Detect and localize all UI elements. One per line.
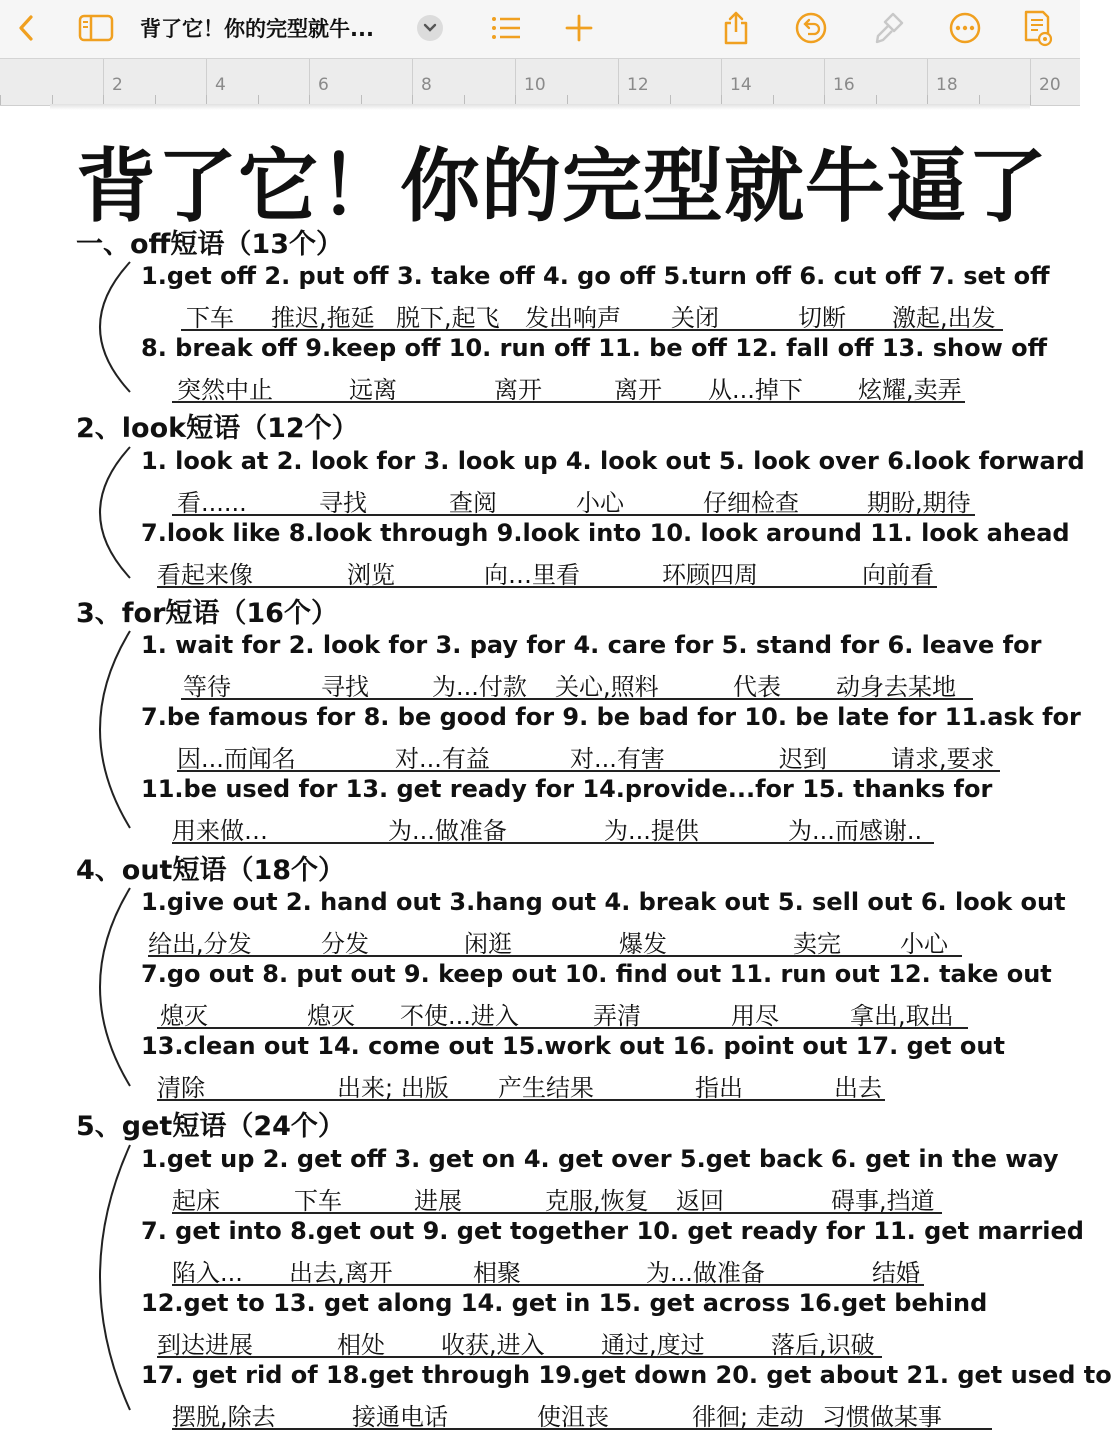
translation-item: 寻找 — [319, 489, 367, 517]
ruler-number: 10 — [524, 75, 546, 95]
translation-line — [172, 1397, 992, 1430]
translation-line — [157, 1068, 885, 1101]
list-icon — [490, 15, 522, 41]
undo-icon — [794, 11, 828, 45]
phrase-line: 13.clean out 14. come out 15.work out 16. point out 17. get out — [141, 1032, 1005, 1060]
translation-item: 分发 — [321, 930, 369, 958]
more-button[interactable] — [946, 8, 984, 48]
translation-item: 为...做准备 — [388, 817, 507, 845]
document-headline: 背了它！你的完型就牛逼了 — [76, 140, 1048, 233]
translation-item: 结婚 — [872, 1259, 920, 1287]
translation-item: 拿出,取出 — [850, 1002, 954, 1030]
sidebar-icon — [78, 14, 114, 42]
ruler-tick — [1030, 95, 1031, 105]
translation-item: 为...做准备 — [646, 1259, 765, 1287]
section-heading: 4、out短语（18个） — [76, 855, 346, 886]
phrase-line: 1. look at 2. look for 3. look up 4. look out 5. look over 6.look forward — [141, 447, 1085, 475]
translation-item: 相处 — [337, 1331, 385, 1359]
ruler[interactable] — [0, 58, 1080, 106]
phrase-line: 12.get to 13. get along 14. get in 15. get across 16.get behind — [141, 1289, 988, 1317]
translation-item: 脱下,起飞 — [396, 304, 500, 332]
translation-item: 因...而闻名 — [177, 745, 296, 773]
translation-item: 请求,要求 — [891, 745, 995, 773]
phrase-line: 1.give out 2. hand out 3.hang out 4. break out 5. sell out 6. look out — [141, 888, 1066, 916]
translation-item: 看起来像 — [157, 561, 253, 589]
document-setup-button[interactable] — [1018, 8, 1056, 48]
phrase-line: 11.be used for 13. get ready for 14.provide...for 15. thanks for — [141, 775, 993, 803]
translation-item: 小心 — [576, 489, 624, 517]
translation-item: 爆发 — [619, 930, 667, 958]
translation-item: 相聚 — [473, 1259, 521, 1287]
translation-item: 向前看 — [862, 561, 934, 589]
section-heading: 3、for短语（16个） — [76, 598, 338, 629]
phrase-line: 17. get rid of 18.get through 19.get down 20. get about 21. get used to — [141, 1361, 1112, 1389]
translation-item: 用来做… — [172, 817, 268, 845]
translation-item: 使沮丧 — [537, 1403, 609, 1431]
translation-item: 对...有益 — [395, 745, 490, 773]
translation-item: 发出响声 — [525, 304, 621, 332]
translation-item: 指出 — [695, 1074, 743, 1102]
translation-item: 看...... — [177, 489, 247, 517]
translation-item: 产生结果 — [498, 1074, 594, 1102]
translation-item: 摆脱,除去 — [172, 1403, 276, 1431]
translation-item: 向…里看 — [484, 561, 580, 589]
translation-line — [181, 667, 973, 700]
title-menu-button[interactable] — [417, 15, 443, 41]
toolbar — [0, 0, 1080, 58]
translation-item: 寻找 — [321, 673, 369, 701]
chevron-down-icon — [423, 23, 437, 33]
translation-line — [177, 739, 1000, 772]
translation-item: 熄灭 — [160, 1002, 208, 1030]
translation-item: 离开 — [494, 376, 542, 404]
translation-item: 为...提供 — [604, 817, 699, 845]
ruler-number: 4 — [215, 75, 226, 95]
chevron-left-icon — [17, 14, 35, 42]
translation-item: 查阅 — [449, 489, 497, 517]
ellipsis-icon — [948, 11, 982, 45]
translation-line — [172, 370, 965, 403]
translation-item: 给出,分发 — [148, 930, 252, 958]
ruler-number: 6 — [318, 75, 329, 95]
translation-item: 期盼,期待 — [867, 489, 971, 517]
translation-line — [157, 1325, 882, 1358]
back-button[interactable] — [10, 8, 42, 48]
translation-item: 迟到 — [779, 745, 827, 773]
phrase-line: 7.look like 8.look through 9.look into 10. look around 11. look ahead — [141, 519, 1070, 547]
translation-item: 从...掉下 — [708, 376, 803, 404]
translation-item: 对...有害 — [570, 745, 665, 773]
translation-item: 徘徊; 走动 — [692, 1403, 804, 1431]
translation-item: 等待 — [183, 673, 231, 701]
translation-item: 为...而感谢.. — [788, 817, 923, 845]
phrase-line: 7.go out 8. put out 9. keep out 10. find out 11. run out 12. take out — [141, 960, 1052, 988]
section-heading: 一、off短语（13个） — [76, 229, 343, 260]
section-heading: 2、look短语（12个） — [76, 413, 359, 444]
translation-item: 弄清 — [593, 1002, 641, 1030]
translation-item: 清除 — [157, 1074, 205, 1102]
ruler-number: 2 — [112, 75, 123, 95]
translation-item: 闲逛 — [464, 930, 512, 958]
translation-item: 推迟,拖延 — [271, 304, 375, 332]
translation-item: 炫耀,卖弄 — [858, 376, 962, 404]
phrase-line: 7. get into 8.get out 9. get together 10. get ready for 11. get married — [141, 1217, 1084, 1245]
translation-line — [157, 555, 937, 588]
sidebar-button[interactable] — [76, 8, 116, 48]
translation-item: 接通电话 — [352, 1403, 448, 1431]
document-title[interactable]: 背了它！你的完型就牛... — [140, 17, 374, 41]
share-button[interactable] — [718, 8, 754, 48]
translation-item: 碍事,挡道 — [831, 1187, 935, 1215]
translation-line — [172, 1253, 924, 1286]
bracket-arc — [84, 886, 136, 1088]
ruler-number: 12 — [627, 75, 649, 95]
translation-item: 关闭 — [671, 304, 719, 332]
translation-line — [172, 483, 975, 516]
phrase-line: 7.be famous for 8. be good for 9. be bad for 10. be late for 11.ask for — [141, 703, 1081, 731]
translation-item: 卖完 — [793, 930, 841, 958]
translation-item: 出去,离开 — [289, 1259, 393, 1287]
share-icon — [722, 10, 750, 46]
translation-item: 陷入... — [172, 1259, 243, 1287]
translation-item: 收获,进入 — [441, 1331, 545, 1359]
translation-item: 用尽 — [731, 1002, 779, 1030]
translation-item: 返回 — [676, 1187, 724, 1215]
bracket-arc — [84, 445, 136, 580]
translation-item: 通过,度过 — [601, 1331, 705, 1359]
translation-line — [181, 298, 1003, 331]
translation-item: 小心 — [900, 930, 948, 958]
ruler-number: 20 — [1039, 75, 1061, 95]
translation-item: 仔细检查 — [703, 489, 799, 517]
phrase-line: 1.get up 2. get off 3. get on 4. get over 5.get back 6. get in the way — [141, 1145, 1059, 1173]
translation-item: 习惯做某事 — [822, 1403, 942, 1431]
translation-line — [157, 996, 968, 1029]
translation-item: 代表 — [733, 673, 781, 701]
translation-item: 浏览 — [347, 561, 395, 589]
ruler-number: 8 — [421, 75, 432, 95]
translation-item: 出来; 出版 — [337, 1074, 449, 1102]
translation-item: 环顾四周 — [662, 561, 758, 589]
translation-item: 离开 — [614, 376, 662, 404]
translation-item: 动身去某地 — [836, 673, 956, 701]
add-button[interactable] — [562, 8, 596, 48]
translation-item: 克服,恢复 — [545, 1187, 649, 1215]
translation-item: 突然中止 — [177, 376, 273, 404]
format-button[interactable] — [870, 8, 908, 48]
phrase-line: 1. wait for 2. look for 3. pay for 4. care for 5. stand for 6. leave for — [141, 631, 1042, 659]
undo-button[interactable] — [792, 8, 830, 48]
ruler-tick — [0, 95, 1, 105]
bracket-arc — [84, 1143, 136, 1412]
translation-item: 为...付款 — [432, 673, 527, 701]
translation-item: 不使...进入 — [400, 1002, 519, 1030]
translation-line — [172, 1181, 942, 1214]
translation-item: 激起,出发 — [892, 304, 996, 332]
phrase-line: 8. break off 9.keep off 10. run off 11. be off 12. fall off 13. show off — [141, 334, 1048, 362]
ruler-number: 18 — [936, 75, 958, 95]
translation-line — [172, 811, 934, 844]
phrase-line: 1.get off 2. put off 3. take off 4. go off 5.turn off 6. cut off 7. set off — [141, 262, 1050, 290]
translation-item: 远离 — [349, 376, 397, 404]
translation-item: 到达进展 — [157, 1331, 253, 1359]
translation-item: 出去 — [834, 1074, 882, 1102]
paintbrush-icon — [873, 11, 905, 45]
bracket-arc — [84, 260, 136, 394]
ruler-number: 14 — [730, 75, 752, 95]
ruler-number: 16 — [833, 75, 855, 95]
translation-line — [148, 924, 962, 957]
translation-item: 进展 — [414, 1187, 462, 1215]
document-icon — [1021, 9, 1053, 47]
translation-item: 下车 — [186, 304, 234, 332]
translation-item: 切断 — [798, 304, 846, 332]
translation-item: 关心,照料 — [555, 673, 659, 701]
translation-item: 下车 — [294, 1187, 342, 1215]
translation-item: 落后,识破 — [771, 1331, 875, 1359]
list-button[interactable] — [486, 8, 526, 48]
translation-item: 起床 — [172, 1187, 220, 1215]
plus-icon — [565, 14, 593, 42]
section-heading: 5、get短语（24个） — [76, 1111, 345, 1142]
document-page[interactable] — [0, 106, 1112, 1431]
translation-item: 熄灭 — [307, 1002, 355, 1030]
bracket-arc — [84, 629, 136, 830]
